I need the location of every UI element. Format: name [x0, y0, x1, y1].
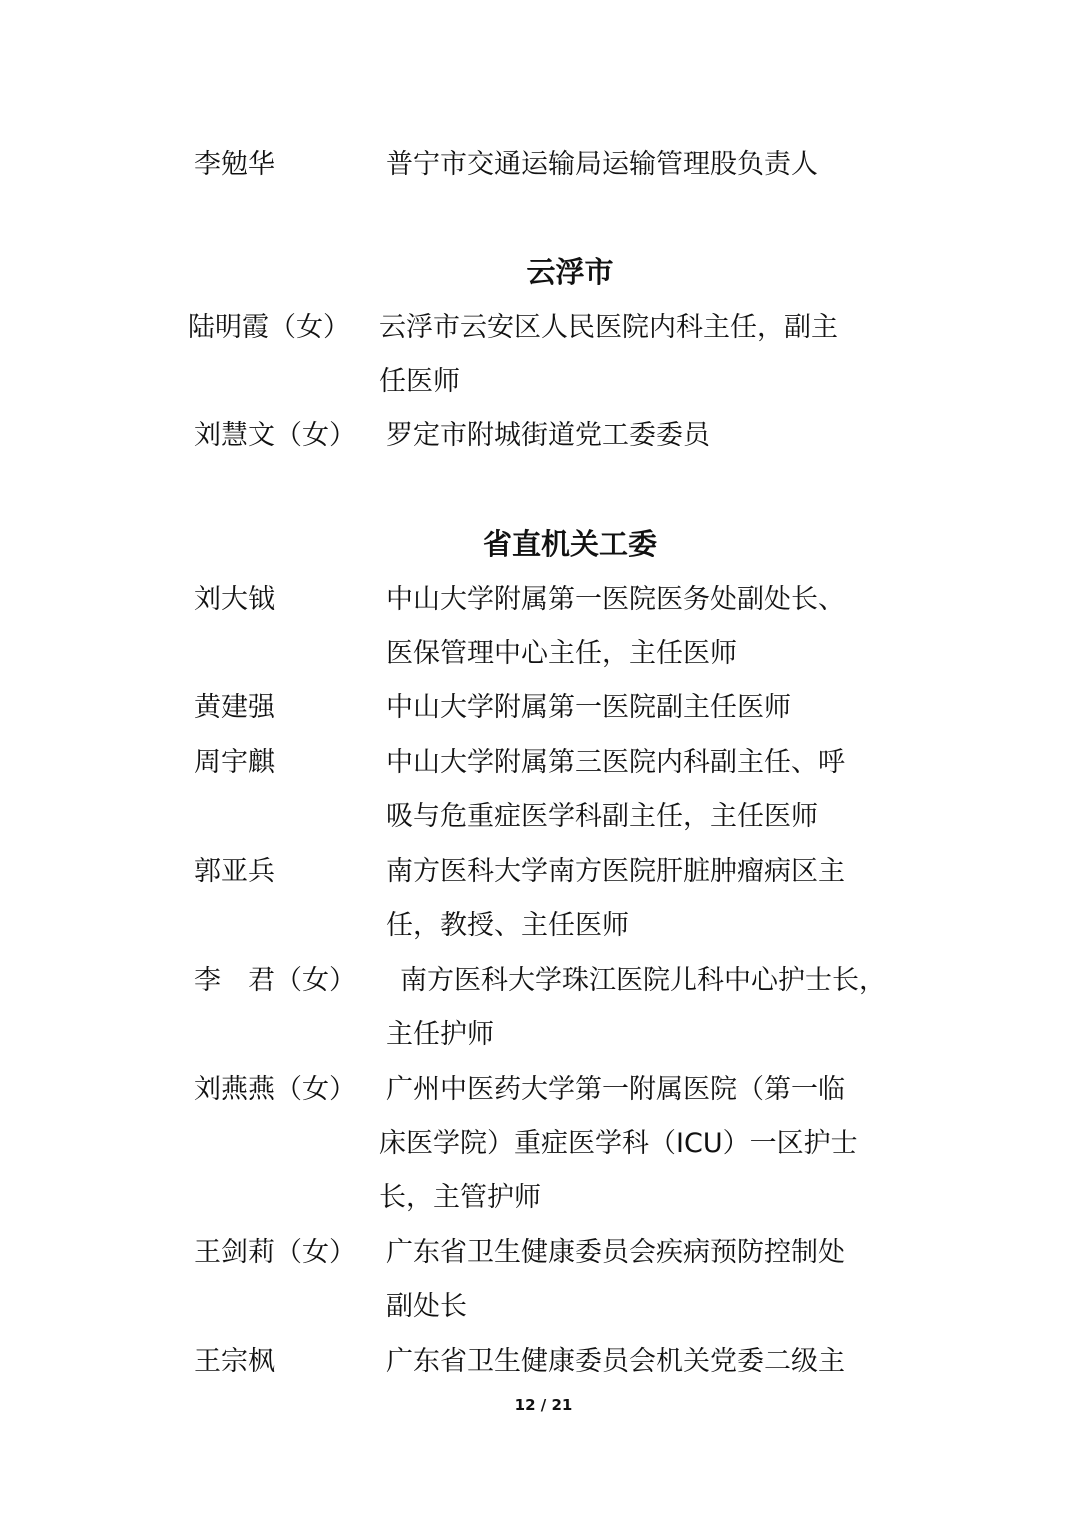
entry-name: 陆明霞（女）: [188, 312, 350, 343]
entry-name: 周宇麒: [194, 747, 275, 778]
entry-desc: 主任护师: [386, 1019, 494, 1050]
entry-desc: 长，主管护师: [379, 1182, 541, 1213]
entry-desc: 广州中医药大学第一附属医院（第一临: [386, 1074, 845, 1105]
entry-desc: 普宁市交通运输局运输管理股负责人: [386, 149, 818, 180]
entry-desc: 副处长: [386, 1291, 467, 1322]
entry-desc: 中山大学附属第三医院内科副主任、呼: [386, 747, 845, 778]
entry-desc: 广东省卫生健康委员会机关党委二级主: [386, 1346, 845, 1377]
entry-desc: 中山大学附属第一医院副主任医师: [386, 692, 791, 723]
entry-desc: 南方医科大学珠江医院儿科中心护士长，: [400, 965, 886, 996]
page-number: 12 / 21: [514, 1396, 573, 1414]
entry-desc: 床医学院）重症医学科（ICU）一区护士: [379, 1128, 858, 1159]
entry-desc: 任，教授、主任医师: [386, 910, 629, 941]
entry-name: 刘燕燕（女）: [194, 1074, 356, 1105]
entry-name: 刘慧文（女）: [194, 420, 356, 451]
entry-desc: 任医师: [379, 366, 460, 397]
entry-name: 王宗枫: [194, 1346, 275, 1377]
entry-name: 王剑莉（女）: [194, 1237, 356, 1268]
section-heading-provincial: 省直机关工委: [482, 527, 657, 561]
entry-desc: 罗定市附城街道党工委委员: [386, 420, 710, 451]
section-heading-yunfu: 云浮市: [526, 255, 614, 289]
entry-desc: 中山大学附属第一医院医务处副处长、: [386, 584, 845, 615]
entry-name: 李 君（女）: [194, 965, 356, 996]
entry-desc: 吸与危重症医学科副主任，主任医师: [386, 801, 818, 832]
entry-name: 黄建强: [194, 692, 275, 723]
entry-desc: 医保管理中心主任，主任医师: [386, 638, 737, 669]
entry-desc: 云浮市云安区人民医院内科主任，副主: [379, 312, 838, 343]
entry-desc: 广东省卫生健康委员会疾病预防控制处: [386, 1237, 845, 1268]
entry-name: 李勉华: [194, 149, 275, 180]
entry-desc: 南方医科大学南方医院肝脏肿瘤病区主: [386, 856, 845, 887]
entry-name: 郭亚兵: [194, 856, 275, 887]
entry-name: 刘大钺: [194, 584, 275, 615]
